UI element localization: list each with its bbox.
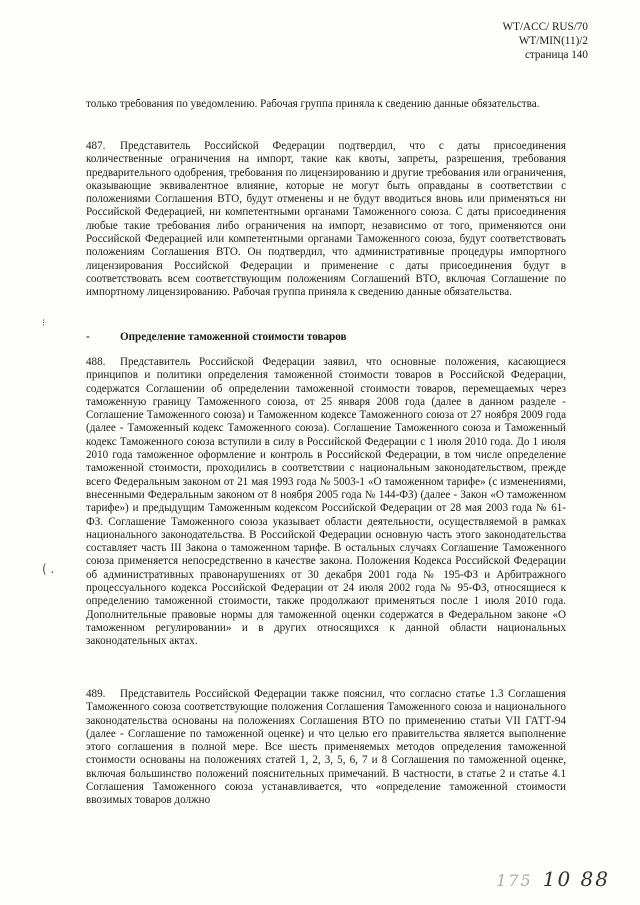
document-header: [503, 20, 588, 62]
heading-dash: -: [86, 331, 90, 343]
paragraph-487: [86, 140, 566, 300]
paragraph-number: 489.: [86, 688, 106, 700]
scan-speck: ( .: [42, 562, 55, 576]
intro-paragraph: [86, 98, 566, 111]
intro-text: только требования по уведомлению. Рабочая группа приняла к сведению данные обязательства.: [86, 98, 540, 110]
page-number: страница 140: [524, 49, 588, 61]
handwritten-faint-number: 175: [496, 871, 533, 890]
handwritten-number: 10 88: [542, 867, 610, 891]
paragraph-488: [86, 356, 566, 649]
handwritten-page-count: [496, 867, 610, 891]
paragraph-text: Представитель Российской Федерации также пояснил, что согласно статье 1.3 Соглашения Таможенного союза соответствующие положения Соглашения Таможенного союза и национального законодательства основаны на положениях Соглашения ВТО по применению статьи VII ГАТТ-94 (далее - Соглашение по таможенной оценке) и что целью его правительства является выполнение этого соглашения в полной мере. Все шесть применяемых методов определения таможенной стоимости основаны на положениях статей 1, 2, 3, 5, 6, 7 и 8 Соглашения по таможенной оценке, включая большинство положений пояснительных примечаний. В частности, в статье 2 и статье 4.1 Соглашения Таможенного союза устанавливается, что «определение таможенной стоимости ввозимых товаров должно: [86, 688, 566, 807]
heading-text: Определение таможенной стоимости товаров: [120, 331, 347, 343]
paragraph-text: Представитель Российской Федерации подтвердил, что с даты присоединения количественные ограничения на импорт, такие как квоты, запреты, разрешения, требования предварительного одобрения, требования по лицензированию и другие требования или ограничения, оказывающие эквивалентное влияние, которые не могут быть оправданы в соответствии с положениями Соглашения ВТО, будут отменены и не будут вводиться вновь или применяться ни Российской Федерацией, ни компетентными органами Таможенного союза. С даты присоединения любые такие требования либо ограничения на импорт, независимо от того, применяются они Российской Федерацией или компетентными органами Таможенного союза, будут соответствовать положениям Соглашения ВТО. Он подтвердил, что административные процедуры импортного лицензирования Российской Федерации и применение с даты присоединения будут в соответствовать всем соответствующим положениям Соглашений ВТО, включая Соглашение по импортному лицензированию. Рабочая группа приняла к сведению данные обязательства.: [86, 140, 566, 299]
scan-speck: ⁝: [42, 318, 46, 329]
section-heading: [86, 330, 346, 344]
paragraph-text: Представитель Российской Федерации заявил, что основные положения, касающиеся принципов и политики определения таможенной стоимости товаров в Российской Федерации, содержатся Соглашении об определении таможенной стоимости товаров, перемещаемых через таможенную границу Таможенного союза, от 25 января 2008 года (далее в данном разделе - Соглашение Таможенного союза) и Таможенном кодексе Таможенного союза от 27 ноября 2009 года (далее - Таможенный кодекс Таможенного союза). Соглашение Таможенного союза и Таможенный кодекс Таможенного союза вступили в силу в Российской Федерации с 1 июля 2010 года. До 1 июля 2010 года таможенное оформление и контроль в Российской Федерации, в том числе определение таможенной стоимости, проходились в соответствии с национальным законодательством, прежде всего Федеральным законом от 21 мая 1993 года № 5003-1 «О таможенном тарифе» (с изменениями, внесенными Федеральным законом от 8 ноября 2005 года № 144-ФЗ) (далее - Закон «О таможенном тарифе») и предыдущим Таможенным кодексом Российской Федерации от 28 мая 2003 года № 61-ФЗ. Соглашение Таможенного союза указывает области деятельности, осуществляемой в рамках национального законодательства. В Российской Федерации основную часть этого законодательства составляет часть III Закона о таможенном тарифе. В остальных случаях Соглашение Таможенного союза применяется непосредственно в качестве закона. Положения Кодекса Российской Федерации об административных правонарушениях от 30 декабря 2001 года № 195-ФЗ и Арбитражного процессуального кодекса Российской Федерации от 24 июля 2002 года № 95-ФЗ, относящиеся к определению таможенной стоимости, также продолжают применяться после 1 июля 2010 года. Дополнительные правовые нормы для таможенной оценки содержатся в Федеральном законе «О таможенном регулировании» и в других относящихся к данной области национальных законодательных актах.: [86, 356, 566, 648]
document-symbol-1: WT/ACC/ RUS/70: [502, 21, 588, 33]
paragraph-number: 488.: [86, 356, 106, 368]
paragraph-number: 487.: [86, 140, 106, 152]
paragraph-489: [86, 688, 566, 808]
document-symbol-2: WT/MIN(11)/2: [518, 35, 588, 47]
